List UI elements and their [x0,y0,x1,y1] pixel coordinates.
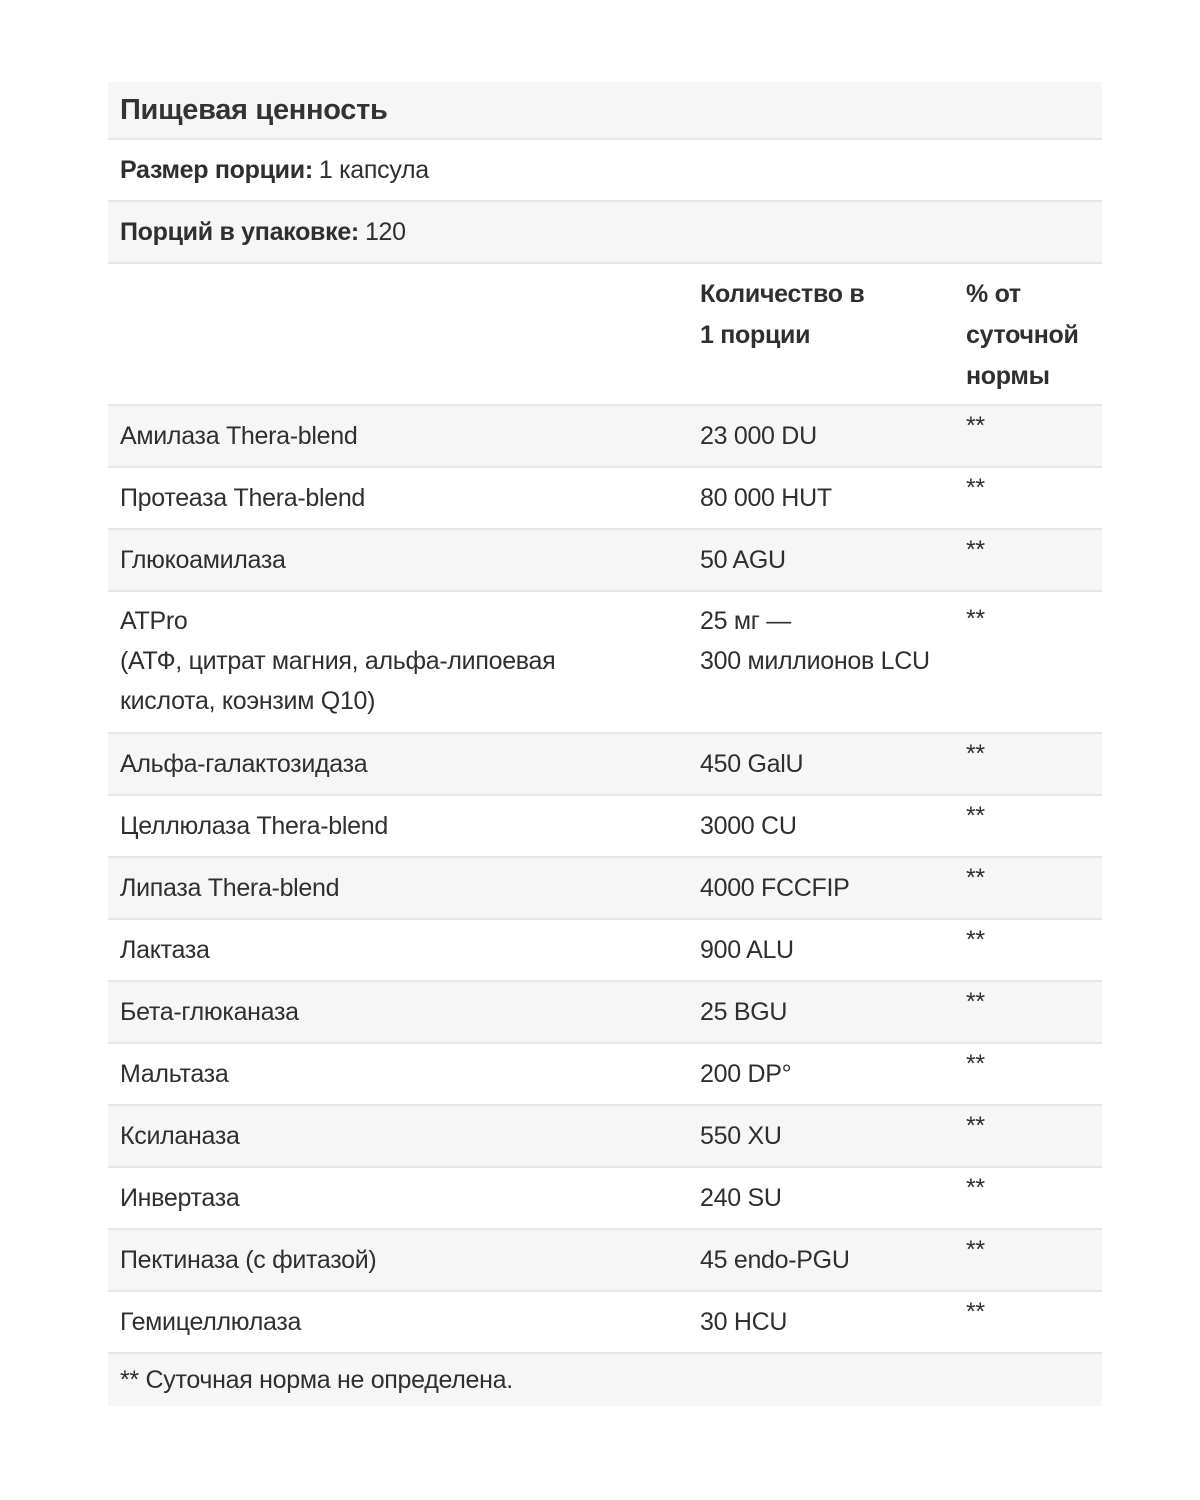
ingredient-name: Липаза Thera-blend [120,874,340,902]
table-row [108,1106,1102,1168]
ingredient-name: Ксиланаза [120,1122,240,1150]
servings-per-container-label: Порций в упаковке: [120,217,359,246]
ingredient-amount: 30 HCU [700,1308,788,1336]
ingredient-name-line: кислота, коэнзим Q10) [120,687,376,715]
ingredient-amount: 4000 FCCFIP [700,874,850,902]
ingredient-name [108,601,688,732]
ingredient-name: Пектиназа (с фитазой) [120,1246,377,1274]
table-row [108,1292,1102,1354]
ingredient-name: Альфа-галактозидаза [120,750,368,778]
ingredient-name: Протеаза Thera-blend [120,484,366,512]
ingredient-daily-value: ** [966,1298,985,1326]
table-row [108,468,1102,530]
table-row [108,1168,1102,1230]
header-dv-line: % от [966,280,1021,308]
ingredient-name: Инвертаза [120,1184,240,1212]
ingredient-amount: 240 SU [700,1184,782,1212]
ingredient-daily-value: ** [966,926,985,954]
serving-size-label: Размер порции: [120,155,313,184]
table-row [108,1230,1102,1292]
table-row [108,406,1102,468]
ingredient-daily-value: ** [966,1236,985,1264]
ingredient-name: Амилаза Thera-blend [120,422,358,450]
ingredient-name: Целлюлаза Thera-blend [120,812,388,840]
ingredient-daily-value: ** [966,988,985,1016]
ingredient-amount: 3000 CU [700,812,797,840]
header-amount-cell [688,274,954,404]
servings-per-container-row [108,202,1102,264]
serving-size-row [108,140,1102,202]
ingredient-name: Глюкоамилаза [120,546,286,574]
ingredient-amount-line: 25 мг — [700,607,791,635]
ingredient-name-line: (АТФ, цитрат магния, альфа-липоевая [120,647,556,675]
ingredient-name: Лактаза [120,936,210,964]
table-title: Пищевая ценность [108,82,1102,140]
ingredient-amount: 50 AGU [700,546,786,574]
ingredient-daily-value: ** [966,864,985,892]
serving-size-value: 1 капсула [318,155,429,184]
table-row [108,734,1102,796]
ingredient-daily-value: ** [966,474,985,502]
ingredient-amount-line: 300 миллионов LCU [700,647,930,675]
ingredient-daily-value: ** [966,536,985,564]
ingredient-daily-value: ** [966,1112,985,1140]
nutrition-facts-table [108,82,1102,1406]
ingredient-daily-value: ** [966,1050,985,1078]
header-amount-line: 1 порции [700,321,811,349]
ingredient-name-line: ATPro [120,607,188,635]
header-dv-line: нормы [966,362,1050,390]
column-header-row [108,264,1102,406]
ingredient-daily-value: ** [966,740,985,768]
table-row [108,1044,1102,1106]
ingredient-daily-value: ** [966,1174,985,1202]
header-daily-value-cell [954,274,1102,404]
header-name-cell [108,274,688,404]
ingredient-name: Бета-глюканаза [120,998,299,1026]
servings-per-container-value: 120 [364,217,406,246]
ingredient-amount: 550 XU [700,1122,782,1150]
ingredient-amount: 45 endo-PGU [700,1246,850,1274]
ingredient-amount [688,601,954,732]
ingredient-daily-value: ** [966,412,985,440]
table-row [108,592,1102,734]
ingredient-amount: 450 GalU [700,750,804,778]
ingredient-name: Мальтаза [120,1060,229,1088]
ingredient-daily-value: ** [966,605,985,633]
ingredient-amount: 200 DP° [700,1060,792,1088]
ingredient-amount: 25 BGU [700,998,788,1026]
ingredient-amount: 23 000 DU [700,422,817,450]
table-row [108,982,1102,1044]
header-amount-line: Количество в [700,280,865,308]
table-row [108,530,1102,592]
table-row [108,796,1102,858]
table-row [108,920,1102,982]
header-dv-line: суточной [966,321,1079,349]
ingredient-daily-value: ** [966,802,985,830]
ingredient-name: Гемицеллюлаза [120,1308,302,1336]
ingredient-amount: 80 000 HUT [700,484,832,512]
footnote: ** Суточная норма не определена. [108,1354,1102,1406]
ingredient-amount: 900 ALU [700,936,794,964]
table-row [108,858,1102,920]
